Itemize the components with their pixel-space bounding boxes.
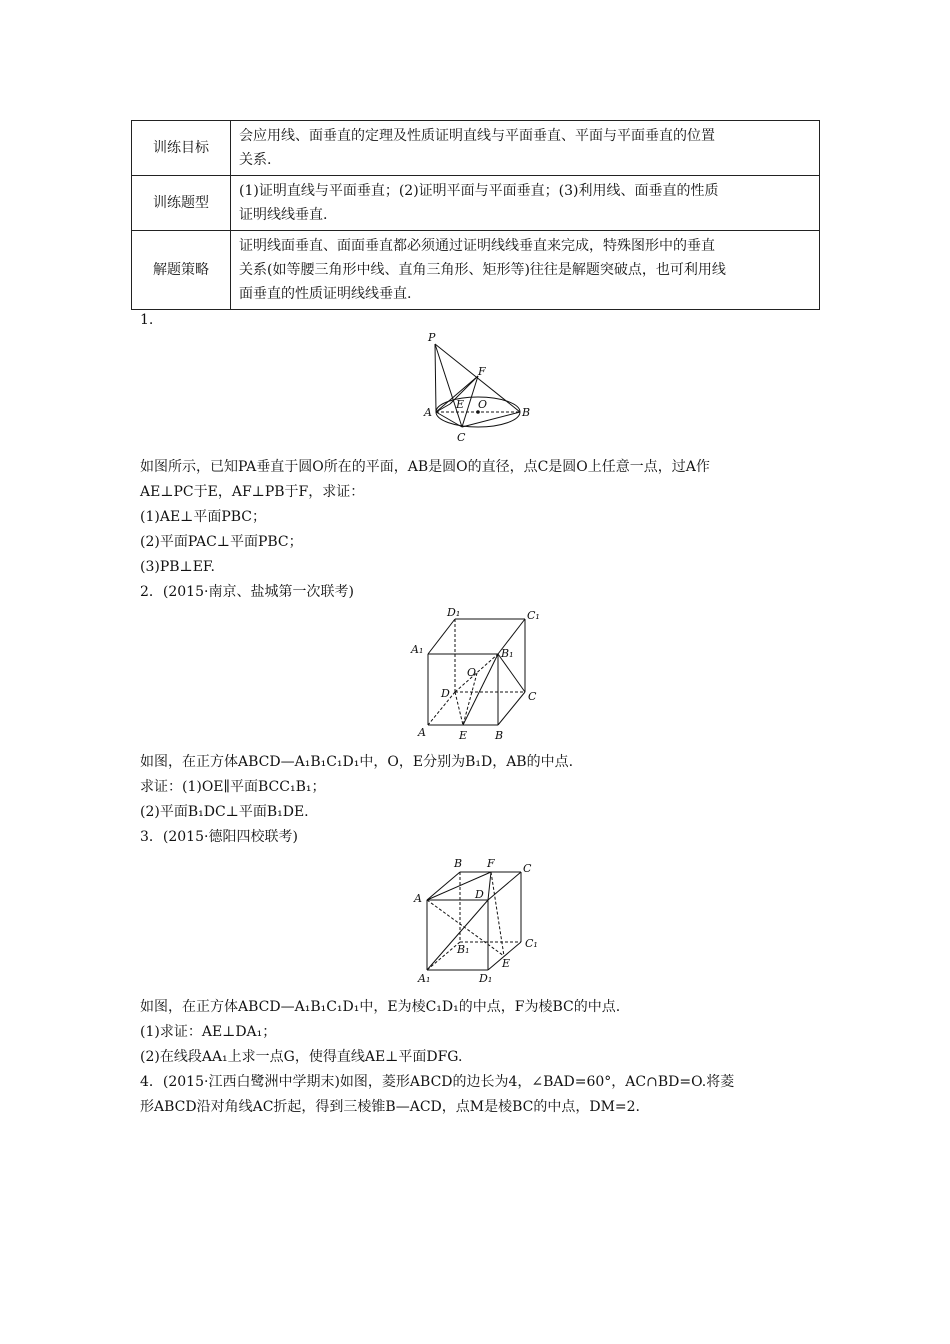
- edge-cb: [498, 692, 525, 725]
- label-a: A: [424, 406, 432, 419]
- label-p: P: [428, 331, 436, 344]
- edge-b1a1: [427, 942, 460, 970]
- table-row: [132, 231, 820, 310]
- segment-pc: [435, 344, 465, 427]
- row-content: [231, 121, 820, 176]
- problem-2-header: 2．(2015·南京、盐城第一次联考): [140, 584, 354, 600]
- label-d: D: [441, 687, 450, 700]
- row-text-line: 面垂直的性质证明线线垂直.: [239, 286, 412, 302]
- label-c1: C₁: [525, 937, 538, 950]
- table-row: [132, 121, 820, 176]
- edge-a1d1: [428, 619, 455, 654]
- segment-cb: [462, 412, 520, 427]
- row-text-line: (1)证明直线与平面垂直；(2)证明平面与平面垂直；(3)利用线、面垂直的性质: [239, 183, 719, 199]
- row-label: 训练题型: [132, 176, 231, 231]
- problem-1-number: 1.: [140, 312, 154, 328]
- label-b: B: [454, 857, 463, 870]
- label-a: A: [414, 892, 422, 905]
- problem-3-line: 如图，在正方体ABCD—A₁B₁C₁D₁中，E为棱C₁D₁的中点，F为棱BC的中点.: [140, 999, 621, 1015]
- label-d: D: [475, 888, 484, 901]
- row-content: [231, 176, 820, 231]
- row-text-line: 证明线面垂直、面面垂直都必须通过证明线线垂直来完成，特殊图形中的垂直: [239, 238, 715, 254]
- label-c: C: [457, 431, 466, 444]
- label-o: O: [467, 666, 477, 679]
- label-c1: C₁: [527, 609, 540, 622]
- segment-oe: [463, 673, 477, 725]
- label-o: O: [478, 398, 488, 411]
- segment-da1: [427, 900, 488, 970]
- table-row: [132, 176, 820, 231]
- label-b: B: [495, 729, 504, 742]
- segment-de: [455, 692, 463, 725]
- problem-2-item: (2)平面B₁DC⊥平面B₁DE.: [140, 804, 309, 820]
- row-content: [231, 231, 820, 310]
- problem-1-item: (3)PB⊥EF.: [140, 559, 215, 575]
- label-f: F: [478, 365, 486, 378]
- segment-pa: [435, 344, 436, 412]
- label-d1: D₁: [479, 972, 493, 985]
- label-f: F: [487, 857, 495, 870]
- label-e: E: [502, 957, 511, 970]
- problem-3-header: 3．(2015·德阳四校联考): [140, 829, 298, 845]
- cone-figure: [420, 330, 540, 448]
- edge-ab: [427, 872, 460, 900]
- problem-1-item: (2)平面PAC⊥平面PBC；: [140, 534, 303, 550]
- label-d1: D₁: [447, 606, 461, 619]
- segment-b1e: [463, 654, 498, 725]
- row-text-line: 关系.: [239, 152, 272, 168]
- problem-4-line: 4．(2015·江西白鹭洲中学期末)如图，菱形ABCD的边长为4，∠BAD=60°，AC∩BD=O.将菱: [140, 1074, 735, 1090]
- training-info-table: [131, 120, 820, 310]
- problem-2-item: 求证：(1)OE∥平面BCC₁B₁；: [140, 779, 326, 795]
- label-c: C: [523, 862, 532, 875]
- problem-3-item: (1)求证：AE⊥DA₁；: [140, 1024, 277, 1040]
- problem-1-line: 如图所示，已知PA垂直于圆O所在的平面，AB是圆O的直径，点C是圆O上任意一点，过A作: [140, 459, 710, 475]
- label-c: C: [528, 690, 537, 703]
- label-b1: B₁: [457, 943, 470, 956]
- problem-2-line: 如图，在正方体ABCD—A₁B₁C₁D₁中，O，E分别为B₁D，AB的中点.: [140, 754, 574, 770]
- problem-1-item: (1)AE⊥平面PBC；: [140, 509, 267, 525]
- row-label: 训练目标: [132, 121, 231, 176]
- row-text-line: 证明线线垂直.: [239, 207, 328, 223]
- problem-3-item: (2)在线段AA₁上求一点G，使得直线AE⊥平面DFG.: [140, 1049, 463, 1065]
- segment-fe: [491, 872, 504, 956]
- label-e: E: [456, 398, 465, 411]
- segment-fd: [488, 872, 491, 900]
- edge-cd: [488, 872, 521, 900]
- label-b: B: [522, 406, 531, 419]
- row-text-line: 会应用线、面垂直的定理及性质证明直线与平面垂直、平面与平面垂直的位置: [239, 128, 715, 144]
- label-e: E: [459, 729, 468, 742]
- problem-1-line: AE⊥PC于E，AF⊥PB于F，求证：: [140, 484, 365, 500]
- problem-4-line: 形ABCD沿对角线AC折起，得到三棱锥B—ACD，点M是棱BC的中点，DM=2.: [140, 1099, 640, 1115]
- label-b1: B₁: [501, 647, 514, 660]
- segment-ae: [436, 404, 450, 412]
- label-a: A: [418, 726, 426, 739]
- cube-figure-3: [405, 852, 550, 988]
- label-a1: A₁: [411, 643, 424, 656]
- row-label: 解题策略: [132, 231, 231, 310]
- label-a1: A₁: [418, 972, 431, 985]
- row-text-line: 关系(如等腰三角形中线、直角三角形、矩形等)往往是解题突破点，也可利用线: [239, 262, 726, 278]
- cube-figure-2: [405, 605, 550, 745]
